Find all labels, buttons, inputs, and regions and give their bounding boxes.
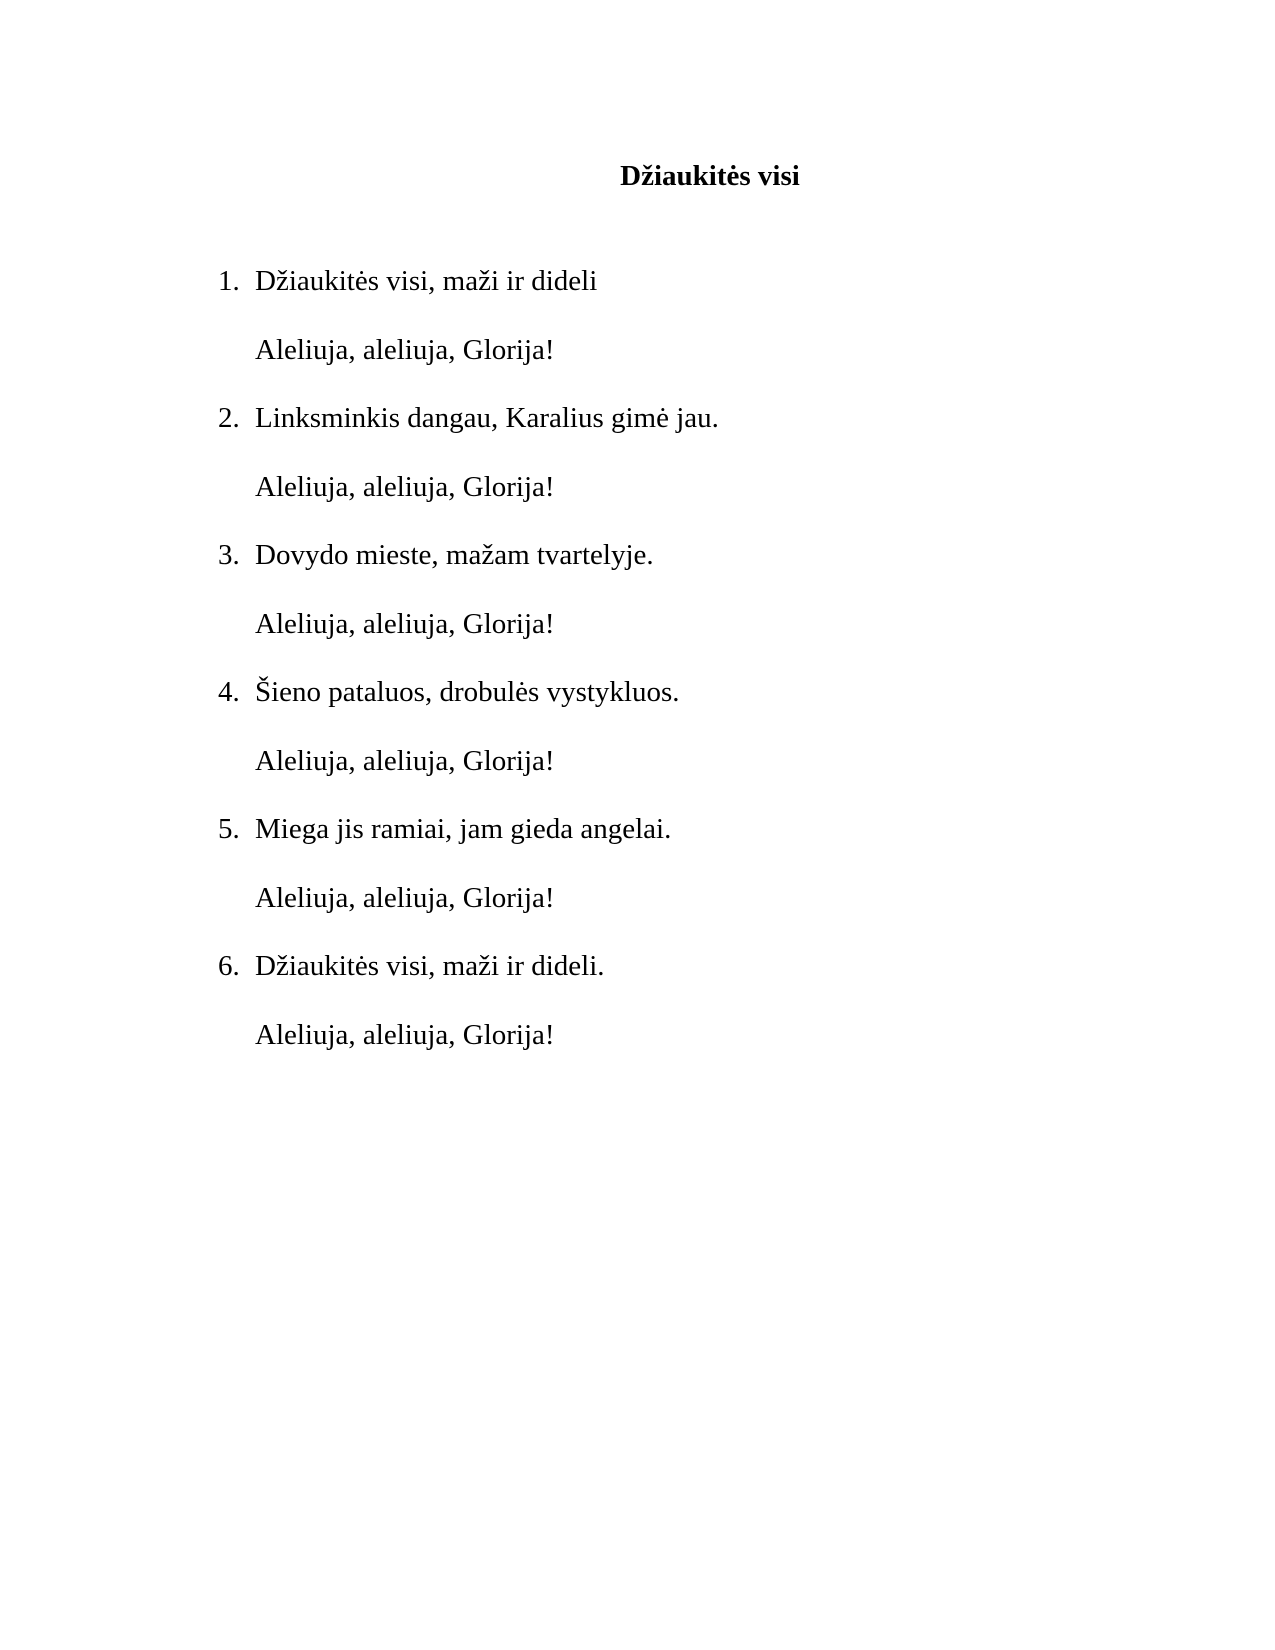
refrain-text: Aleliuja, aleliuja, Glorija! [255,471,555,503]
refrain-text: Aleliuja, aleliuja, Glorija! [255,334,555,366]
verse-text: Džiaukitės visi, maži ir dideli [255,265,598,297]
refrain-text: Aleliuja, aleliuja, Glorija! [255,1019,555,1051]
verse-number: 6. [218,950,240,982]
verse-text: Džiaukitės visi, maži ir dideli. [255,950,605,982]
refrain-text: Aleliuja, aleliuja, Glorija! [255,608,555,640]
verse-text: Dovydo mieste, mažam tvartelyje. [255,539,654,571]
verse-text: Šieno pataluos, drobulės vystykluos. [255,676,680,708]
refrain-text: Aleliuja, aleliuja, Glorija! [255,745,555,777]
verse-text: Linksminkis dangau, Karalius gimė jau. [255,402,719,434]
verse-text: Miega jis ramiai, jam gieda angelai. [255,813,672,845]
verse-number: 3. [218,539,240,571]
song-title: Džiaukitės visi [620,160,800,192]
refrain-text: Aleliuja, aleliuja, Glorija! [255,882,555,914]
verse-number: 4. [218,676,240,708]
verse-number: 5. [218,813,240,845]
verse-number: 1. [218,265,240,297]
verse-number: 2. [218,402,240,434]
